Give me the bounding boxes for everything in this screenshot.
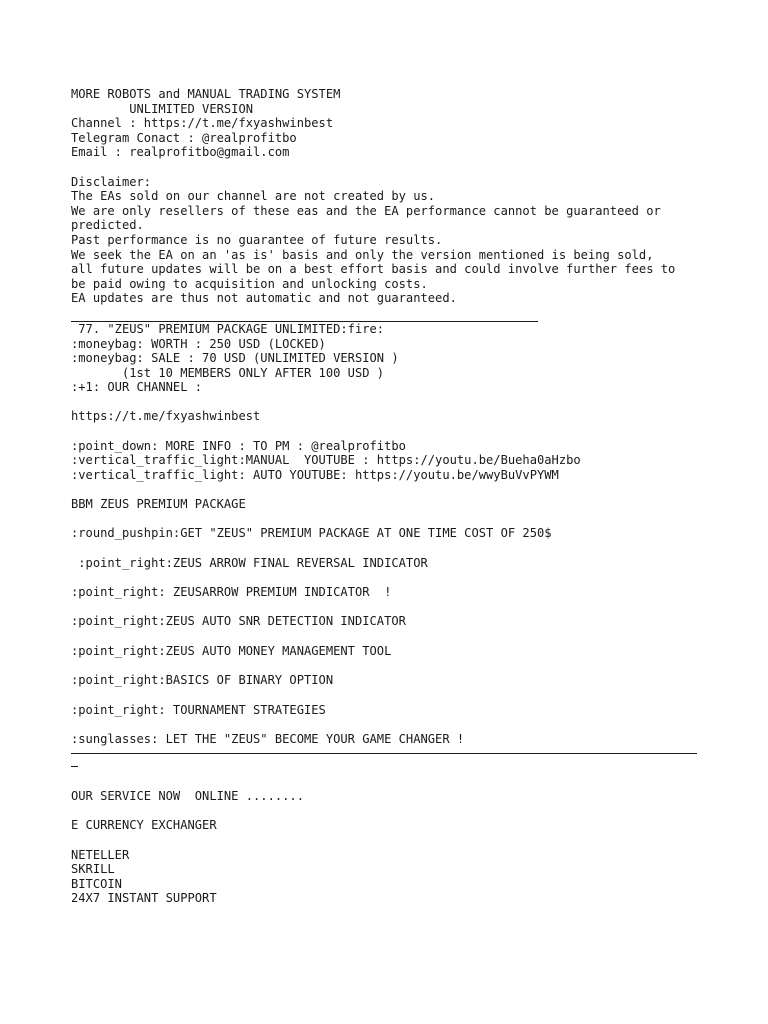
feature-item: :point_right:BASICS OF BINARY OPTION bbox=[71, 673, 334, 688]
exchanger-line: E CURRENCY EXCHANGER bbox=[71, 818, 217, 833]
bbm-line: BBM ZEUS PREMIUM PACKAGE bbox=[71, 497, 246, 512]
service-item: NETELLER bbox=[71, 847, 130, 862]
disclaimer-line: The EAs sold on our channel are not created by us. bbox=[71, 189, 436, 204]
document-page bbox=[71, 87, 711, 906]
separator-line bbox=[71, 753, 697, 754]
disclaimer-line: EA updates are thus not automatic and not guaranteed. bbox=[71, 291, 457, 306]
get-package-line: :round_pushpin:GET "ZEUS" PREMIUM PACKAGE AT ONE TIME COST OF 250$ bbox=[71, 526, 552, 541]
service-item: 24X7 INSTANT SUPPORT bbox=[71, 891, 217, 906]
disclaimer-line: predicted. bbox=[71, 218, 144, 233]
channel-line: Channel : https://t.me/fxyashwinbest bbox=[71, 116, 334, 131]
disclaimer-line: We are only resellers of these eas and the EA performance cannot be guaranteed or bbox=[71, 203, 661, 218]
package-channel-label: :+1: OUR CHANNEL : bbox=[71, 380, 203, 395]
feature-item: :point_right: TOURNAMENT STRATEGIES bbox=[71, 702, 326, 717]
tagline: :sunglasses: LET THE "ZEUS" BECOME YOUR GAME CHANGER ! bbox=[71, 731, 465, 746]
disclaimer-line: all future updates will be on a best effort basis and could involve further fees to bbox=[71, 262, 676, 277]
auto-youtube-line[interactable]: :vertical_traffic_light: AUTO YOUTUBE: https://youtu.be/wwyBuVvPYWM bbox=[71, 467, 559, 482]
feature-item: :point_right:ZEUS ARROW FINAL REVERSAL INDICATOR bbox=[71, 555, 428, 570]
service-item: BITCOIN bbox=[71, 876, 122, 891]
header-title: MORE ROBOTS and MANUAL TRADING SYSTEM bbox=[71, 87, 341, 101]
disclaimer-heading: Disclaimer: bbox=[71, 174, 152, 189]
telegram-line: Telegram Conact : @realprofitbo bbox=[71, 130, 297, 145]
feature-item: :point_right: ZEUSARROW PREMIUM INDICATOR ! bbox=[71, 585, 392, 599]
disclaimer-line: be paid owing to acquisition and unlocking costs. bbox=[71, 276, 428, 291]
disclaimer-block bbox=[71, 175, 711, 306]
manual-youtube-line[interactable]: :vertical_traffic_light:MANUAL YOUTUBE : https://youtu.be/Bueha0aHzbo bbox=[71, 453, 581, 468]
package-sale: :moneybag: SALE : 70 USD (UNLIMITED VERSION ) bbox=[71, 351, 399, 366]
package-title: 77. "ZEUS" PREMIUM PACKAGE UNLIMITED:fire: bbox=[71, 321, 385, 336]
email-line: Email : realprofitbo@gmail.com bbox=[71, 145, 290, 160]
more-info-line: :point_down: MORE INFO : TO PM : @realprofitbo bbox=[71, 438, 406, 453]
package-channel-url[interactable]: https://t.me/fxyashwinbest bbox=[71, 409, 261, 424]
header-block bbox=[71, 87, 711, 160]
feature-item: :point_right:ZEUS AUTO SNR DETECTION INDICATOR bbox=[71, 614, 406, 629]
services-block bbox=[71, 789, 711, 906]
package-worth: :moneybag: WORTH : 250 USD (LOCKED) bbox=[71, 336, 326, 351]
disclaimer-line: Past performance is no guarantee of future results. bbox=[71, 232, 443, 247]
package-block bbox=[71, 322, 711, 747]
disclaimer-line: We seek the EA on an 'as is' basis and only the version mentioned is being sold, bbox=[71, 247, 654, 262]
package-members: (1st 10 MEMBERS ONLY AFTER 100 USD ) bbox=[71, 365, 385, 380]
header-subtitle: UNLIMITED VERSION bbox=[71, 101, 254, 116]
service-item: SKRILL bbox=[71, 862, 115, 877]
feature-item: :point_right:ZEUS AUTO MONEY MANAGEMENT TOOL bbox=[71, 643, 392, 658]
service-online-line: OUR SERVICE NOW ONLINE ........ bbox=[71, 789, 304, 804]
